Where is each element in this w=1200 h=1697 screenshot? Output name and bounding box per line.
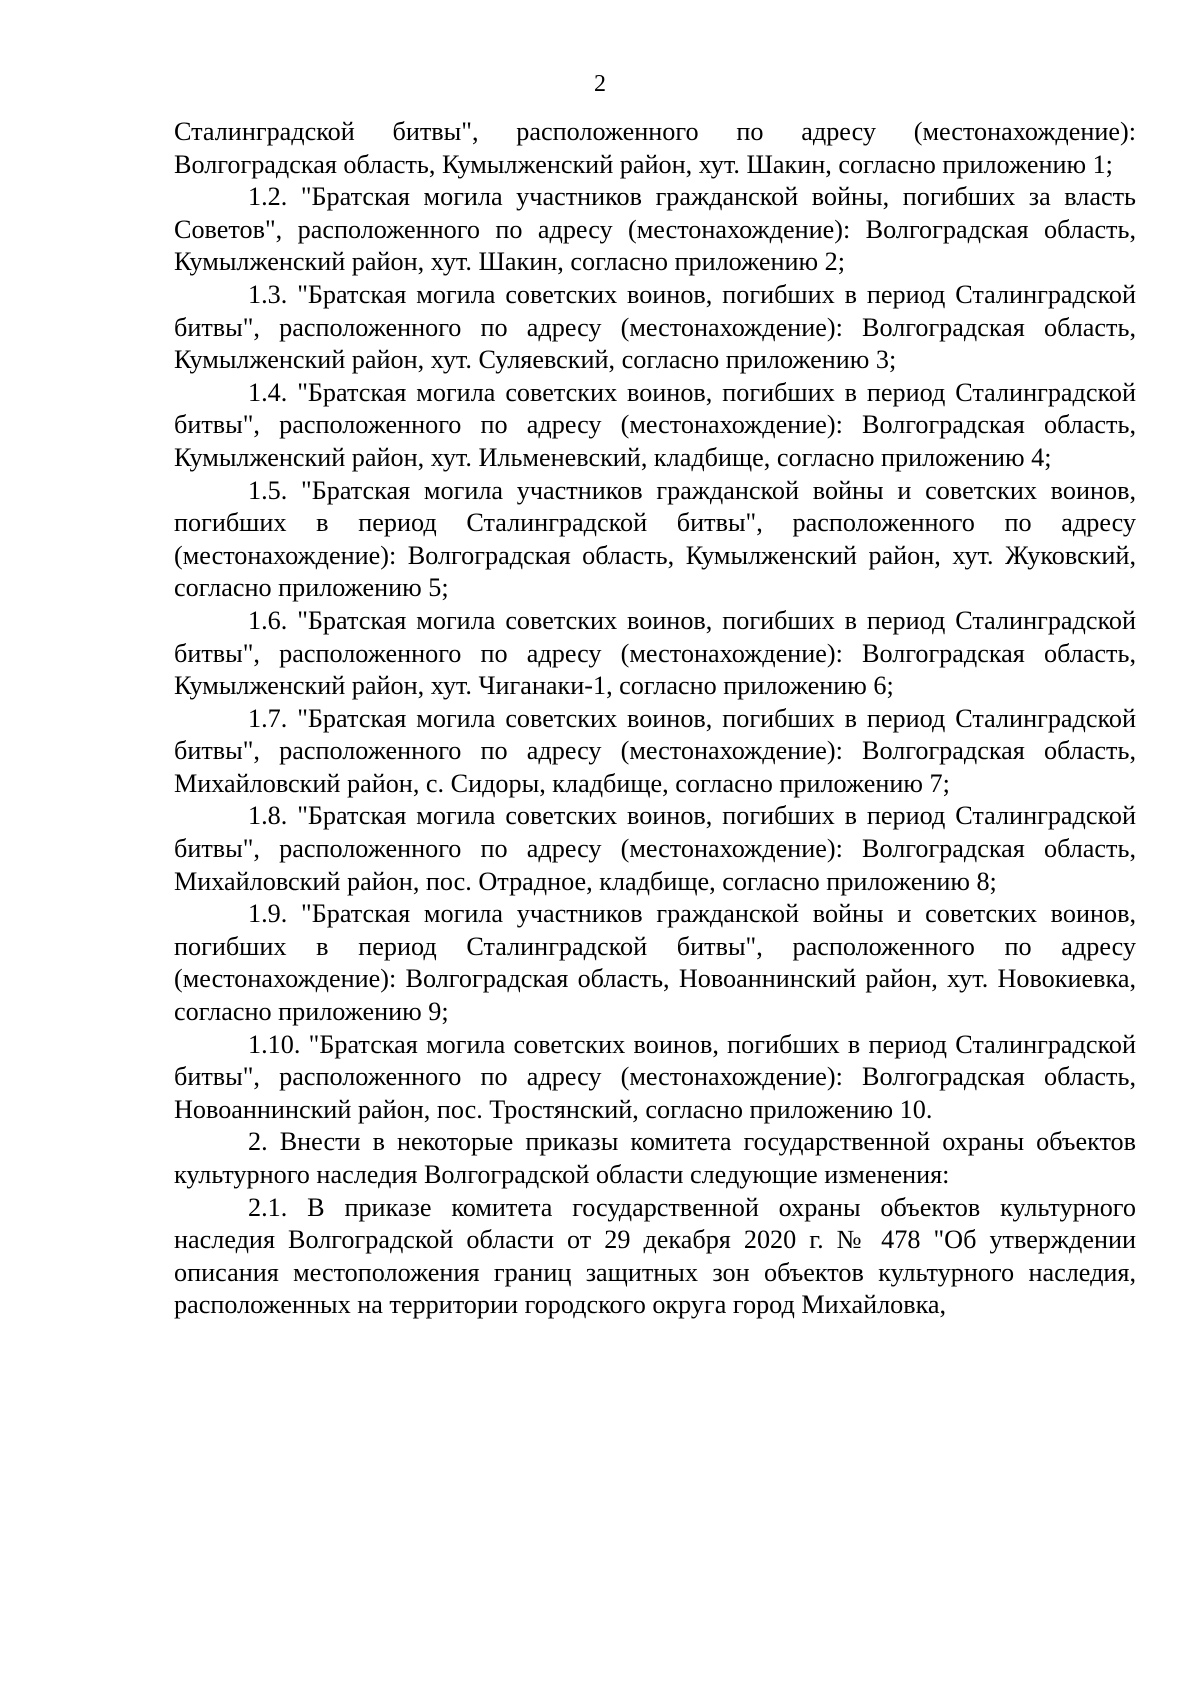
paragraph-1-4: 1.4. "Братская могила советских воинов, погибших в период Сталинградской битвы", расположенного по адресу (местонахождение): Волгоградская область, Кумылженский район, хут. Ильменевский, кладбище, согласно приложению 4; — [174, 377, 1136, 472]
paragraph-1-10: 1.10. "Братская могила советских воинов, погибших в период Сталинградской битвы", расположенного по адресу (местонахождение): Волгоградская область, Новоаннинский район, пос. Тростянский, согласно приложению 10. — [174, 1029, 1136, 1124]
paragraph-1-6: 1.6. "Братская могила советских воинов, погибших в период Сталинградской битвы", расположенного по адресу (местонахождение): Волгоградская область, Кумылженский район, хут. Чиганаки-1, согласно приложению 6; — [174, 605, 1136, 701]
document-body — [174, 116, 1136, 1322]
paragraph-1-5: 1.5. "Братская могила участников гражданской войны и советских воинов, погибших в период Сталинградской битвы", расположенного по адресу (местонахождение): Волгоградская область, Кумылженский район, хут. Жуковский, согласно приложению 5; — [174, 475, 1136, 603]
paragraph-1-8: 1.8. "Братская могила советских воинов, погибших в период Сталинградской битвы", расположенного по адресу (местонахождение): Волгоградская область, Михайловский район, пос. Отрадное, кладбище, согласно приложению 8; — [174, 801, 1136, 896]
paragraph-1-3: 1.3. "Братская могила советских воинов, погибших в период Сталинградской битвы", расположенного по адресу (местонахождение): Волгоградская область, Кумылженский район, хут. Суляевский, согласно приложению 3; — [174, 279, 1136, 375]
paragraph-1-1-continuation: Сталинградской битвы", расположенного по адресу (местонахождение): Волгоградская область, Кумылженский район, хут. Шакин, согласно приложению 1; — [174, 117, 1136, 179]
paragraph-1-9: 1.9. "Братская могила участников гражданской войны и советских воинов, погибших в период Сталинградской битвы", расположенного по адресу (местонахождение): Волгоградская область, Новоаннинский район, хут. Новокиевка, согласно приложению 9; — [174, 899, 1136, 1027]
paragraph-1-7: 1.7. "Братская могила советских воинов, погибших в период Сталинградской битвы", расположенного по адресу (местонахождение): Волгоградская область, Михайловский район, с. Сидоры, кладбище, согласно приложению 7; — [174, 703, 1136, 798]
paragraph-2-1: 2.1. В приказе комитета государственной охраны объектов культурного наследия Волгоградской области от 29 декабря 2020 г. № 478 "Об утверждении описания местоположения границ защитных зон объектов культурного наследия, расположенных на территории городского округа город Михайловка, — [174, 1192, 1136, 1320]
paragraph-1-2: 1.2. "Братская могила участников гражданской войны, погибших за власть Советов", расположенного по адресу (местонахождение): Волгоградская область, Кумылженский район, хут. Шакин, согласно приложению 2; — [174, 182, 1136, 277]
paragraph-2: 2. Внести в некоторые приказы комитета государственной охраны объектов культурного наследия Волгоградской области следующие изменения: — [174, 1127, 1136, 1189]
page-number: 2 — [594, 71, 606, 97]
